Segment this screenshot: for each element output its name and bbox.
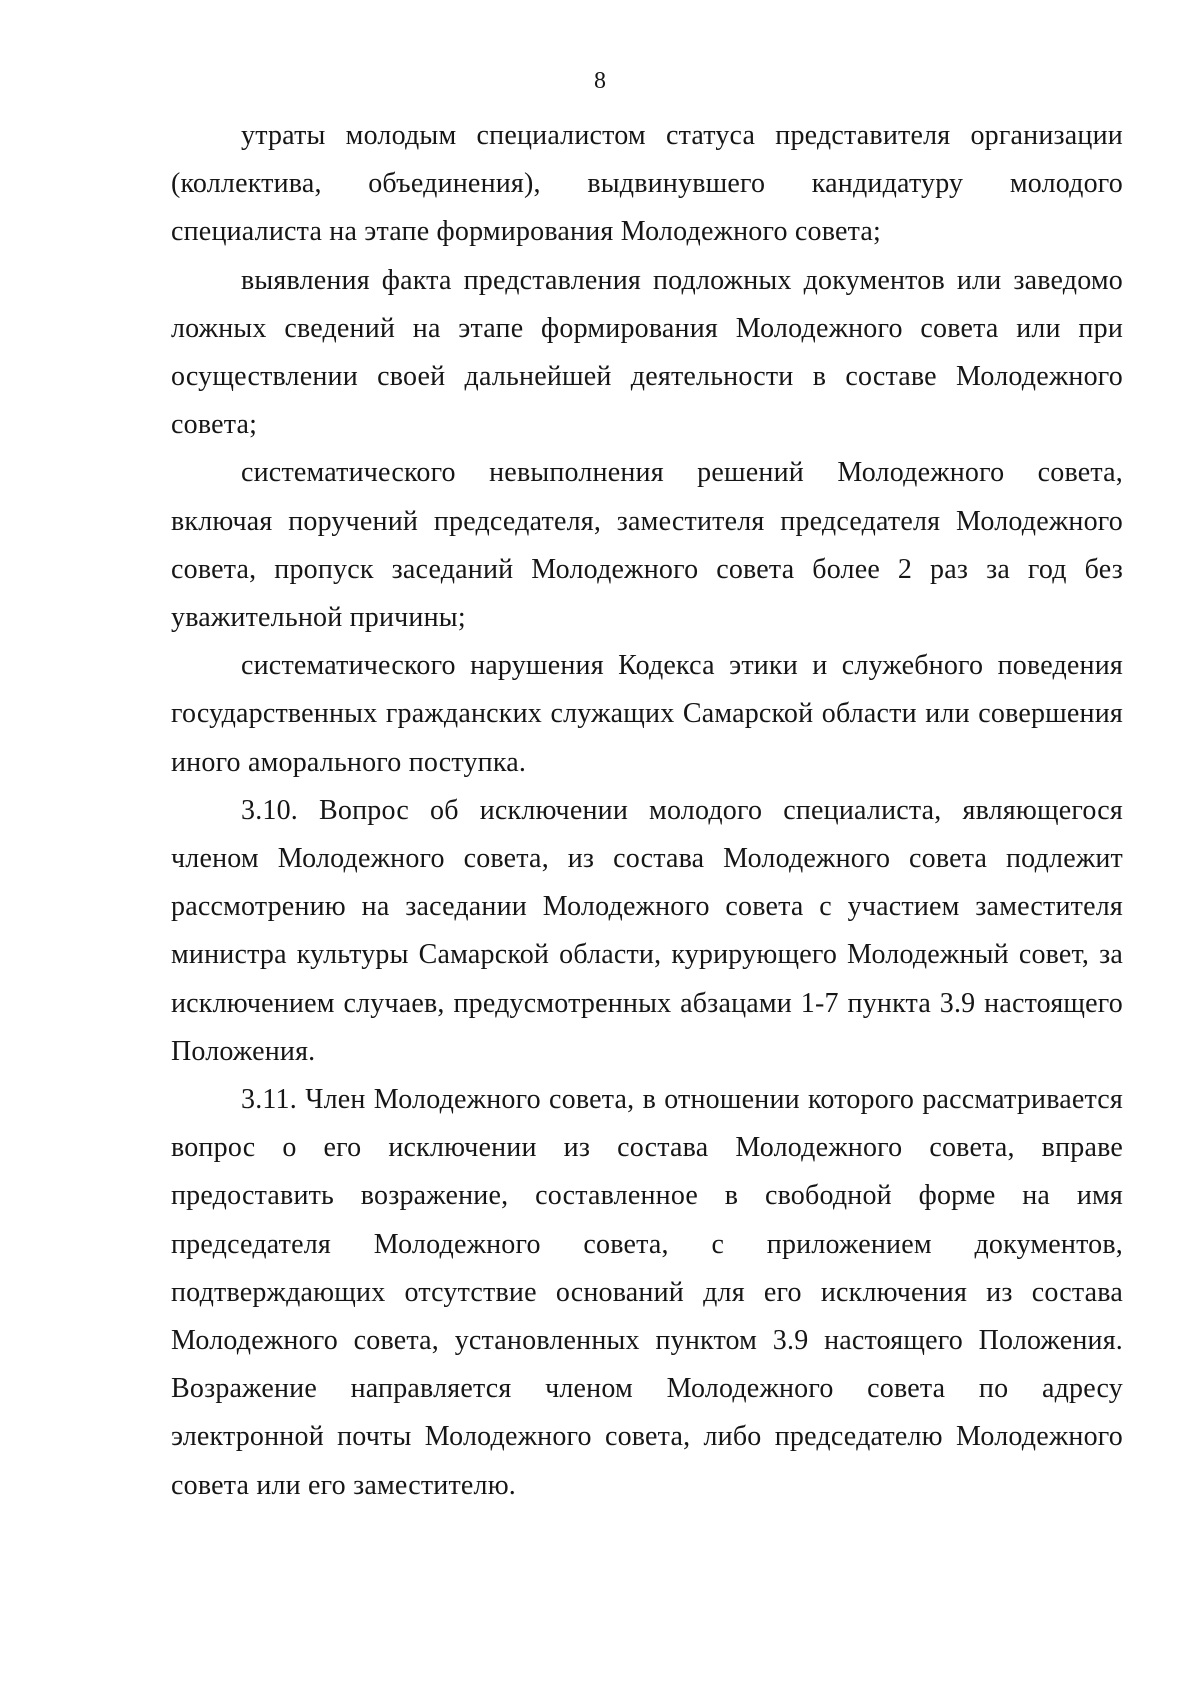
paragraph-status-loss: утраты молодым специалистом статуса представителя организации (коллектива, объединения), выдвинувшего кандидатуру молодого специалиста на этапе формирования Молодежного совета; [171, 120, 1123, 248]
paragraph-ethics-violation: систематического нарушения Кодекса этики и служебного поведения государственных гражданских служащих Самарской области или совершения иного аморального поступка. [171, 650, 1123, 778]
paragraph-section-3-10: 3.10. Вопрос об исключении молодого специалиста, являющегося членом Молодежного совета, из состава Молодежного совета подлежит рассмотрению на заседании Молодежного совета с участием заместителя министра культуры Самарской области, курирующего Молодежный совет, за исключением случаев, предусмотренных абзацами 1-7 пункта 3.9 настоящего Положения. [171, 794, 1123, 1067]
paragraph-section-3-11: 3.11. Член Молодежного совета, в отношении которого рассматривается вопрос о его исключении из состава Молодежного совета, вправе предоставить возражение, составленное в свободной форме на имя председателя Молодежного совета, с приложением документов, подтверждающих отсутствие оснований для его исключения из состава Молодежного совета, установленных пунктом 3.9 настоящего Положения. Возражение направляется членом Молодежного совета по адресу электронной почты Молодежного совета, либо председателю Молодежного совета или его заместителю. [171, 1084, 1123, 1501]
page-number: 8 [594, 68, 606, 94]
paragraph-false-documents: выявления факта представления подложных документов или заведомо ложных сведений на этапе формирования Молодежного совета или при осуществлении своей дальнейшей деятельности в составе Молодежного совета; [171, 264, 1123, 441]
paragraph-systematic-noncompliance: систематического невыполнения решений Молодежного совета, включая поручений председателя, заместителя председателя Молодежного совета, пропуск заседаний Молодежного совета более 2 раз за год без уважительной причины; [171, 457, 1123, 634]
document-body [171, 112, 1123, 1510]
